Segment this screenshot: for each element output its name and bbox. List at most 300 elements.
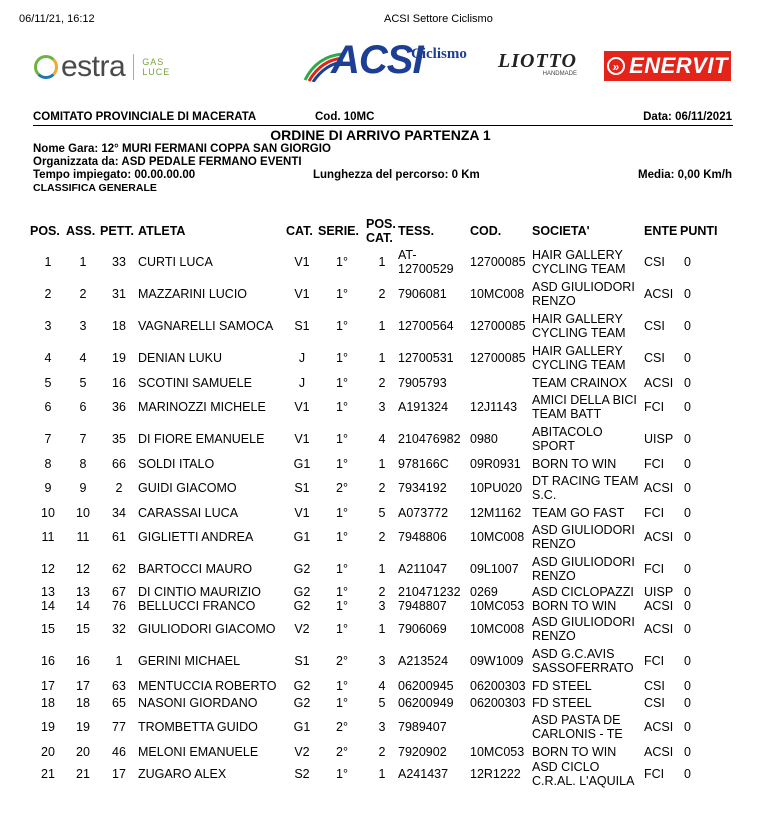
table-row: [30, 760, 724, 788]
table-cell: CARASSAI LUCA: [138, 505, 239, 520]
table-cell: FCI: [644, 456, 665, 471]
table-cell: 3: [378, 400, 386, 414]
table-cell: 7934192: [398, 481, 447, 495]
table-cell: 9: [44, 481, 52, 495]
table-cell: 63: [112, 678, 126, 693]
table-cell: 0: [684, 622, 691, 636]
table-cell: 2: [79, 287, 87, 301]
table-cell: G1: [293, 720, 311, 734]
table-cell: MELONI EMANUELE: [138, 744, 259, 759]
table-cell: 66: [112, 456, 126, 471]
table-cell: 18: [76, 695, 90, 710]
print-timestamp: 06/11/21, 16:12: [19, 13, 95, 25]
table-cell: 1°: [336, 695, 348, 710]
table-cell: 76: [112, 599, 126, 613]
table-cell: FCI: [644, 505, 665, 520]
table-cell: 4: [79, 351, 87, 365]
table-cell: 14: [76, 599, 90, 613]
table-cell: 3: [378, 654, 386, 668]
table-cell: A241437: [398, 767, 449, 781]
table-cell: 7948806: [398, 530, 447, 544]
table-cell: 34: [112, 505, 126, 520]
table-row: [30, 743, 724, 760]
table-cell: G2: [293, 585, 311, 599]
table-cell: 12700085: [470, 319, 526, 333]
table-row: [30, 553, 724, 585]
enervit-arrow-icon: »: [607, 57, 625, 75]
table-cell: V1: [294, 400, 310, 414]
table-cell: 7: [44, 432, 52, 446]
table-cell: J: [298, 351, 306, 365]
table-cell: ABITACOLO SPORT: [532, 425, 603, 453]
table-cell: 1°: [336, 319, 348, 333]
table-cell: 4: [44, 351, 52, 365]
page-title: ORDINE DI ARRIVO PARTENZA 1: [270, 127, 491, 143]
table-row: [30, 504, 724, 521]
table-cell: 1°: [336, 562, 348, 576]
table-cell: 10MC008: [470, 622, 525, 636]
table-cell: 10MC008: [470, 530, 525, 544]
table-cell: 1: [378, 255, 386, 269]
table-cell: HAIR GALLERY CYCLING TEAM: [532, 248, 626, 276]
table-cell: 7905793: [398, 375, 447, 390]
table-cell: V1: [294, 432, 310, 446]
table-cell: 15: [41, 622, 55, 636]
table-cell: 20: [76, 744, 90, 759]
table-cell: 2°: [336, 744, 348, 759]
table-cell: 13: [41, 585, 55, 599]
table-cell: 3: [44, 319, 52, 333]
table-cell: 19: [41, 720, 55, 734]
table-cell: 0: [684, 505, 691, 520]
table-cell: 2: [378, 481, 386, 495]
table-cell: 09W1009: [470, 654, 524, 668]
table-cell: 7920902: [398, 744, 447, 759]
table-row: [30, 521, 724, 553]
table-cell: 19: [112, 351, 126, 365]
table-cell: 7989407: [398, 720, 447, 734]
table-cell: DI CINTIO MAURIZIO: [138, 585, 261, 599]
table-cell: 09L1007: [470, 562, 519, 576]
col-pett: PETT.: [100, 224, 135, 238]
table-cell: 3: [79, 319, 87, 333]
table-cell: AT-12700529: [398, 248, 454, 276]
table-cell: 0: [684, 400, 691, 414]
table-row: [30, 677, 724, 694]
table-cell: 1°: [336, 622, 348, 636]
estra-mark-icon: [34, 55, 58, 79]
table-cell: A211047: [398, 562, 448, 576]
table-cell: 18: [112, 319, 126, 333]
enervit-logo: » ENERVIT: [604, 51, 731, 81]
col-atleta: ATLETA: [138, 224, 186, 238]
table-cell: UISP: [644, 432, 674, 446]
table-cell: 20: [41, 744, 55, 759]
table-cell: 2°: [336, 481, 348, 495]
table-cell: S1: [294, 481, 310, 495]
table-cell: 7906069: [398, 622, 447, 636]
table-row: [30, 246, 724, 278]
table-cell: 5: [378, 695, 386, 710]
table-cell: HAIR GALLERY CYCLING TEAM: [532, 344, 626, 372]
table-cell: ACSI: [644, 481, 674, 495]
table-cell: 978166C: [398, 456, 449, 471]
table-cell: ASD GIULIODORI RENZO: [532, 555, 635, 583]
table-row: [30, 585, 724, 599]
table-cell: SOLDI ITALO: [138, 456, 215, 471]
table-cell: 0: [684, 456, 691, 471]
table-cell: 1°: [336, 599, 348, 613]
table-row: [30, 342, 724, 374]
table-cell: CSI: [644, 351, 665, 365]
table-cell: FCI: [644, 654, 665, 668]
table-cell: 6: [44, 400, 52, 414]
table-cell: 06200303: [470, 678, 526, 693]
table-cell: 18: [41, 695, 55, 710]
table-cell: 17: [41, 678, 55, 693]
table-cell: ZUGARO ALEX: [138, 767, 227, 781]
table-cell: 1°: [336, 678, 348, 693]
table-row: [30, 391, 724, 423]
table-cell: 6: [79, 400, 87, 414]
table-row: [30, 310, 724, 342]
table-row: [30, 472, 724, 504]
table-cell: 5: [378, 505, 386, 520]
acsi-logo: ACSI Ciclismo: [303, 38, 478, 84]
table-cell: 32: [112, 622, 126, 636]
table-cell: 0: [684, 585, 691, 599]
liotto-logo: LIOTTO HANDMADE: [498, 50, 577, 77]
table-row: [30, 645, 724, 677]
table-cell: 21: [41, 767, 55, 781]
table-cell: 12M1162: [470, 505, 522, 520]
table-cell: ASD G.C.AVIS SASSOFERRATO: [532, 647, 634, 675]
table-cell: 46: [112, 744, 126, 759]
table-cell: ACSI: [644, 599, 674, 613]
table-cell: CSI: [644, 319, 665, 333]
col-societa: SOCIETA': [532, 224, 590, 238]
race-name: Nome Gara: 12° MURI FERMANI COPPA SAN GIORGIO: [33, 143, 331, 155]
table-cell: 16: [41, 654, 55, 668]
col-ente: ENTE: [644, 224, 678, 238]
table-cell: 0: [684, 695, 691, 710]
table-cell: 65: [112, 695, 126, 710]
table-cell: 1: [378, 456, 386, 471]
table-cell: 210471232: [398, 585, 461, 599]
table-cell: 77: [112, 720, 126, 734]
table-cell: S2: [294, 767, 310, 781]
table-cell: DI FIORE EMANUELE: [138, 432, 265, 446]
table-cell: ACSI: [644, 720, 674, 734]
table-cell: 1°: [336, 767, 348, 781]
table-cell: 0: [684, 599, 691, 613]
table-cell: 11: [76, 530, 90, 544]
table-cell: FD STEEL: [532, 678, 592, 693]
table-cell: ACSI: [644, 530, 674, 544]
table-cell: HAIR GALLERY CYCLING TEAM: [532, 312, 626, 340]
table-cell: 62: [112, 562, 126, 576]
table-cell: 61: [112, 530, 126, 544]
table-cell: ACSI: [644, 287, 674, 301]
table-cell: CSI: [644, 678, 665, 693]
table-cell: G2: [293, 678, 311, 693]
average-speed: Media: 0,00 Km/h: [638, 169, 732, 181]
table-cell: BORN TO WIN: [532, 456, 617, 471]
table-cell: 7: [79, 432, 87, 446]
table-cell: 5: [44, 375, 52, 390]
table-cell: 1: [79, 255, 87, 269]
table-cell: 9: [79, 481, 87, 495]
table-cell: 0: [684, 720, 691, 734]
table-cell: 1: [378, 351, 386, 365]
table-cell: 1°: [336, 255, 348, 269]
table-cell: 1°: [336, 287, 348, 301]
committee: COMITATO PROVINCIALE DI MACERATA: [33, 111, 257, 123]
table-header-row: [30, 216, 724, 246]
table-row: [30, 613, 724, 645]
table-cell: 12700085: [470, 351, 526, 365]
table-cell: 13: [76, 585, 90, 599]
table-cell: ASD CICLOPAZZI: [532, 585, 634, 599]
cod: Cod. 10MC: [315, 111, 375, 123]
table-row: [30, 423, 724, 455]
table-cell: 10: [76, 505, 90, 520]
table-cell: 1°: [336, 432, 348, 446]
table-cell: 3: [378, 720, 386, 734]
table-cell: 17: [112, 767, 126, 781]
table-cell: FCI: [644, 400, 665, 414]
table-cell: V2: [294, 622, 310, 636]
table-cell: GUIDI GIACOMO: [138, 481, 237, 495]
time-taken: Tempo impiegato: 00.00.00.00: [33, 169, 196, 181]
table-cell: ASD GIULIODORI RENZO: [532, 523, 635, 551]
table-cell: 06200949: [398, 695, 454, 710]
table-cell: 1: [378, 319, 386, 333]
table-cell: BORN TO WIN: [532, 744, 617, 759]
table-cell: 2: [378, 530, 386, 544]
table-cell: 4: [378, 432, 386, 446]
table-cell: CSI: [644, 255, 665, 269]
table-cell: 1°: [336, 375, 348, 390]
table-cell: GIGLIETTI ANDREA: [138, 530, 254, 544]
table-cell: ASD GIULIODORI RENZO: [532, 615, 635, 643]
table-cell: 7948807: [398, 599, 447, 613]
table-cell: 17: [76, 678, 90, 693]
table-cell: 1: [378, 622, 386, 636]
table-cell: 12700085: [470, 255, 526, 269]
table-cell: 10: [41, 505, 55, 520]
table-cell: 12700564: [398, 319, 454, 333]
table-cell: 0: [684, 562, 691, 576]
table-cell: 7906081: [398, 287, 447, 301]
table-cell: 4: [378, 678, 386, 693]
table-cell: 19: [76, 720, 90, 734]
table-cell: 2°: [336, 654, 348, 668]
table-cell: ACSI: [644, 375, 674, 390]
table-cell: 10PU020: [470, 481, 523, 495]
table-cell: 0: [684, 319, 691, 333]
table-row: [30, 278, 724, 310]
table-cell: 33: [112, 255, 126, 269]
header-divider: [33, 125, 733, 126]
table-cell: 16: [76, 654, 90, 668]
table-cell: 16: [112, 375, 126, 390]
table-cell: 1°: [336, 530, 348, 544]
table-cell: 67: [112, 585, 126, 599]
table-cell: MAZZARINI LUCIO: [138, 287, 248, 301]
table-row: [30, 694, 724, 711]
table-cell: 0: [684, 744, 691, 759]
table-cell: S1: [294, 319, 310, 333]
table-cell: 1°: [336, 400, 348, 414]
table-cell: V1: [294, 505, 310, 520]
col-punti: PUNTI: [680, 224, 718, 238]
table-cell: 21: [76, 767, 90, 781]
table-cell: 1°: [336, 351, 348, 365]
table-cell: 0: [684, 287, 691, 301]
col-serie: SERIE.: [318, 224, 359, 238]
table-cell: BARTOCCI MAURO: [138, 562, 253, 576]
table-cell: FCI: [644, 562, 665, 576]
table-cell: ASD CICLO C.R.AL. L'AQUILA: [532, 760, 635, 788]
table-cell: 2: [378, 744, 386, 759]
table-cell: 0: [684, 432, 691, 446]
table-cell: 12: [76, 562, 90, 576]
date: Data: 06/11/2021: [643, 111, 732, 123]
table-row: [30, 374, 724, 391]
table-cell: 12: [41, 562, 55, 576]
table-cell: 3: [378, 599, 386, 613]
table-cell: 0: [684, 351, 691, 365]
table-cell: 1: [115, 654, 123, 668]
table-cell: 2: [378, 287, 386, 301]
table-cell: G2: [293, 562, 311, 576]
table-cell: 11: [41, 530, 55, 544]
table-cell: V2: [294, 744, 310, 759]
table-cell: AMICI DELLA BICI TEAM BATT: [532, 393, 637, 421]
table-cell: CSI: [644, 695, 665, 710]
table-cell: FCI: [644, 767, 665, 781]
table-cell: 1: [378, 767, 386, 781]
table-cell: ASD PASTA DE CARLONIS - TE: [532, 713, 623, 741]
table-cell: 10MC053: [470, 599, 525, 613]
table-cell: 8: [79, 456, 87, 471]
table-cell: 14: [41, 599, 55, 613]
table-cell: 35: [112, 432, 126, 446]
table-cell: 2°: [336, 720, 348, 734]
print-page-title: ACSI Settore Ciclismo: [384, 13, 493, 25]
table-cell: 0: [684, 481, 691, 495]
table-cell: 12J1143: [470, 400, 518, 414]
table-cell: 1°: [336, 585, 348, 599]
table-cell: 5: [79, 375, 87, 390]
table-cell: V1: [294, 287, 310, 301]
table-cell: 10MC008: [470, 287, 525, 301]
table-cell: 36: [112, 400, 126, 414]
results-table: [30, 216, 724, 788]
table-row: [30, 455, 724, 472]
estra-logo: estra GAS LUCE: [34, 50, 170, 84]
course-length: Lunghezza del percorso: 0 Km: [313, 169, 480, 181]
table-cell: 06200945: [398, 678, 454, 693]
table-cell: 10MC053: [470, 744, 525, 759]
table-cell: 1°: [336, 456, 348, 471]
table-cell: SCOTINI SAMUELE: [138, 375, 252, 390]
table-cell: G2: [293, 695, 311, 710]
col-ass: ASS.: [66, 224, 96, 238]
table-cell: J: [298, 375, 306, 390]
table-cell: BORN TO WIN: [532, 599, 617, 613]
table-cell: 2: [115, 481, 123, 495]
table-cell: DENIAN LUKU: [138, 351, 223, 365]
table-cell: TEAM CRAINOX: [532, 375, 628, 390]
classification: CLASSIFICA GENERALE: [33, 182, 157, 194]
table-cell: A073772: [398, 505, 449, 520]
col-tess: TESS.: [398, 224, 435, 238]
table-cell: 1: [378, 562, 386, 576]
table-cell: 06200303: [470, 695, 526, 710]
table-cell: 0980: [470, 432, 498, 446]
table-cell: ASD GIULIODORI RENZO: [532, 280, 635, 308]
table-cell: 0: [684, 530, 691, 544]
table-cell: 15: [76, 622, 90, 636]
organizer: Organizzata da: ASD PEDALE FERMANO EVENTI: [33, 156, 302, 168]
table-cell: 0: [684, 255, 691, 269]
col-cat: CAT.: [286, 224, 313, 238]
table-cell: 1: [44, 255, 52, 269]
table-cell: 2: [378, 375, 386, 390]
table-cell: 1°: [336, 505, 348, 520]
table-cell: MARINOZZI MICHELE: [138, 400, 266, 414]
table-cell: [470, 374, 532, 391]
table-cell: TEAM GO FAST: [532, 505, 625, 520]
table-cell: 0: [684, 767, 691, 781]
table-cell: TROMBETTA GUIDO: [138, 720, 258, 734]
col-cod: COD.: [470, 224, 502, 238]
table-cell: 0: [684, 678, 691, 693]
table-cell: 31: [112, 287, 126, 301]
table-cell: UISP: [644, 585, 674, 599]
table-cell: V1: [294, 255, 310, 269]
table-cell: MENTUCCIA ROBERTO: [138, 678, 277, 693]
table-cell: CURTI LUCA: [138, 255, 213, 269]
table-cell: [470, 711, 532, 743]
table-cell: 2: [378, 585, 386, 599]
table-cell: 12R1222: [470, 767, 521, 781]
table-row: [30, 599, 724, 613]
table-cell: 0: [684, 375, 691, 390]
table-cell: NASONI GIORDANO: [138, 695, 258, 710]
table-cell: A191324: [398, 400, 449, 414]
table-cell: FD STEEL: [532, 695, 592, 710]
table-row: [30, 711, 724, 743]
table-cell: 09R0931: [470, 456, 521, 471]
table-cell: BELLUCCI FRANCO: [138, 599, 256, 613]
table-cell: 0269: [470, 585, 498, 599]
table-cell: A213524: [398, 654, 449, 668]
table-cell: 0: [684, 654, 691, 668]
table-cell: DT RACING TEAM S.C.: [532, 474, 639, 502]
table-cell: GERINI MICHAEL: [138, 654, 241, 668]
table-cell: G2: [293, 599, 311, 613]
table-cell: G1: [293, 530, 311, 544]
table-cell: 12700531: [398, 351, 454, 365]
table-cell: ACSI: [644, 744, 674, 759]
table-cell: 2: [44, 287, 52, 301]
table-cell: VAGNARELLI SAMOCA: [138, 319, 274, 333]
table-cell: G1: [293, 456, 311, 471]
table-cell: 210476982: [398, 432, 461, 446]
